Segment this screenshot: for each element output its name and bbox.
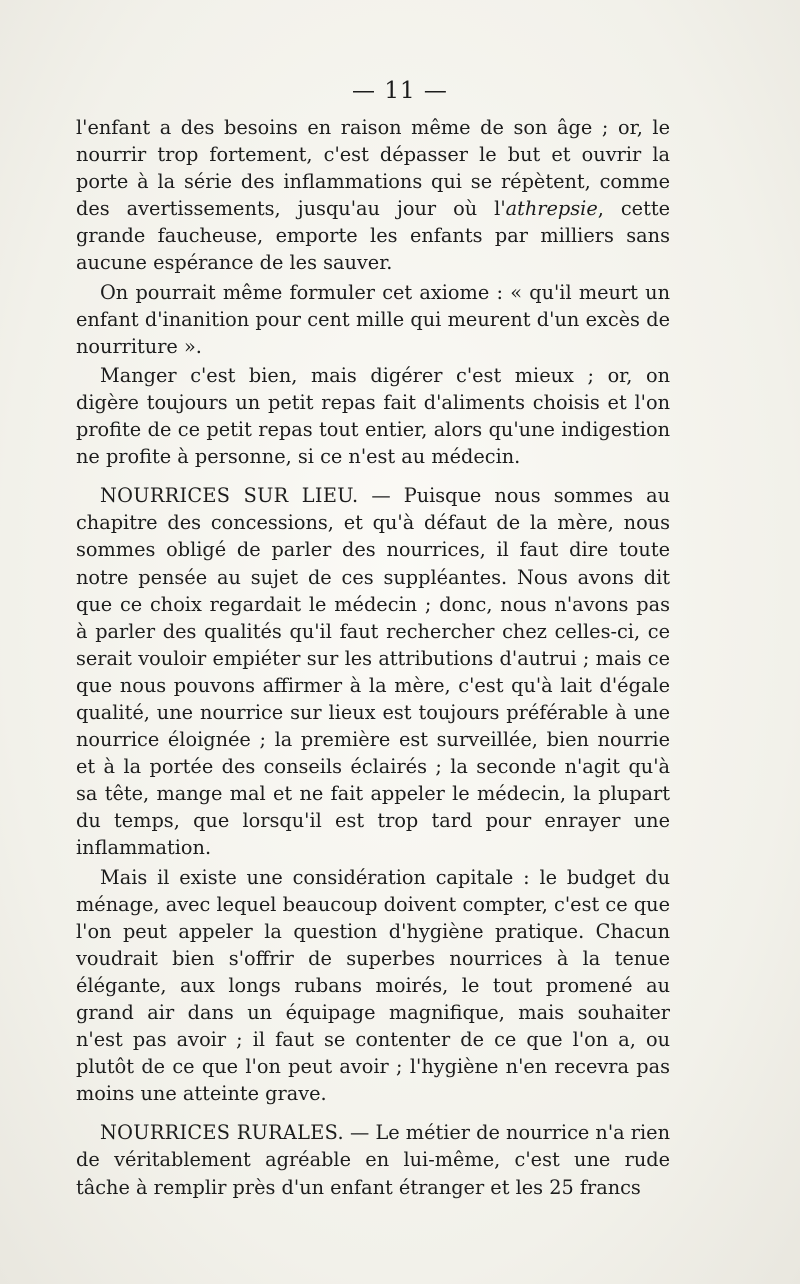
paragraph-nourrices-rurales <box>76 1119 670 1200</box>
paragraph-1-text: l'enfant a des besoins en raison même de son âge ; or, le nourrir trop fortement, c'est dépasser le but et ouvrir la porte à la série des inflammations qui se répètent, comme des avertissements, jusqu'au jour où l' <box>76 116 670 221</box>
paragraph-4-text: — Puisque nous sommes au chapitre des concessions, et qu'à défaut de la mère, nous sommes obligé de parler des nourrices, il faut dire toute notre pensée au sujet de ces suppléantes. Nous avons dit que ce choix regardait le médecin ; donc, nous n'avons pas à parler des qualités qu'il faut rechercher chez celles-ci, ce serait vouloir empiéter sur les attributions d'autrui ; mais ce que nous pouvons affirmer à la mère, c'est qu'à lait d'égale qualité, une nourrice sur lieux est toujours préférable à une nourrice éloignée ; la première est surveillée, bien nourrie et à la portée des conseils éclairés ; la seconde n'agit qu'à sa tête, mange mal et ne fait appeler le médecin, la plupart du temps, que lorsqu'il est trop tard pour enrayer une inflammation. <box>76 484 670 860</box>
paragraph-6-text: — Le métier de nourrice n'a rien de véritablement agréable en lui-même, c'est une rude tâche à remplir près d'un enfant étranger et les 25 francs <box>76 1121 670 1199</box>
paragraph-1-italic-term: athrepsie <box>505 197 598 221</box>
paragraph-1-text-after: , cette grande faucheuse, emporte les enfants par milliers sans aucune espérance de les sauver. <box>76 197 670 275</box>
paragraph-nourrices-sur-lieu <box>76 482 670 861</box>
paragraph-2: On pourrait même formuler cet axiome : « qu'il meurt un enfant d'inanition pour cent mille qui meurent d'un excès de nourriture ». <box>76 280 670 358</box>
section-heading-nourrices-rurales: NOURRICES RURALES. <box>100 1121 344 1145</box>
paragraph-5: Mais il existe une considération capitale : le budget du ménage, avec lequel beaucoup doivent compter, c'est ce que l'on peut appeler la question d'hygiène pratique. Chacun voudrait bien s'offrir de superbes nourrices à la tenue élégante, aux longs rubans moirés, le tout promené au grand air dans un équipage magnifique, mais souhaiter n'est pas avoir ; il faut se contenter de ce que l'on a, ou plutôt de ce que l'on peut avoir ; l'hygiène n'en recevra pas moins une atteinte grave. <box>76 865 670 1106</box>
section-heading-nourrices-sur-lieu: NOURRICES SUR LIEU. <box>100 484 359 508</box>
paragraph-1 <box>76 114 670 277</box>
body-text <box>76 114 670 1201</box>
paragraph-3: Manger c'est bien, mais digérer c'est mieux ; or, on digère toujours un petit repas fait d'aliments choisis et l'on profite de ce petit repas tout entier, alors qu'une indigestion ne profite à personne, si ce n'est au médecin. <box>76 363 670 469</box>
page-number: — 11 — <box>352 78 448 104</box>
